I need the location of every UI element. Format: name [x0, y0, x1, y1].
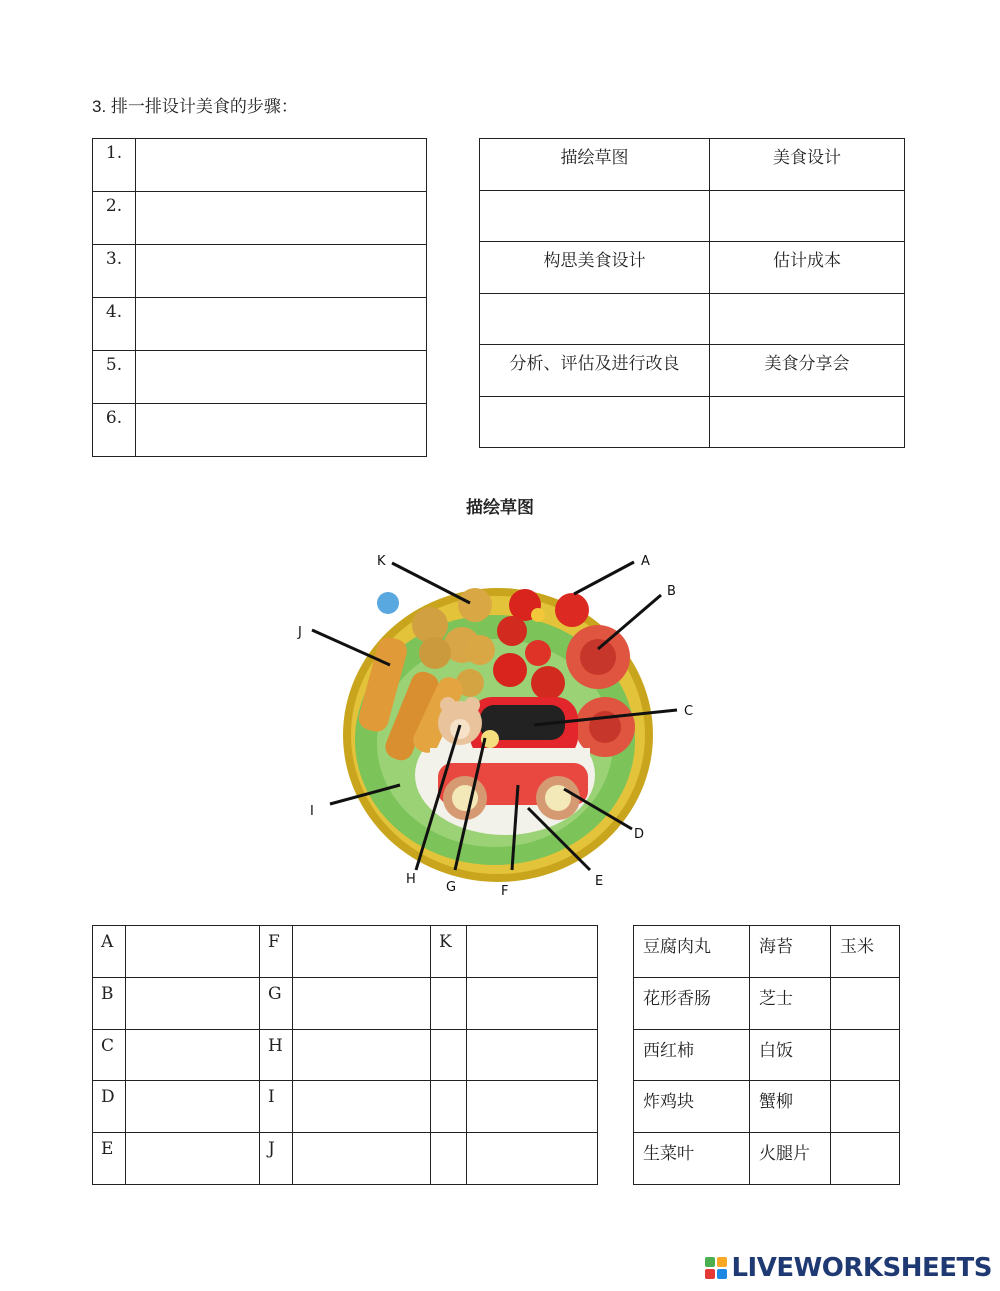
ingredient-item: 西红柿 — [634, 1029, 750, 1081]
step-answer-input[interactable] — [144, 200, 418, 236]
answer-letter — [431, 1133, 467, 1185]
liveworksheets-logo[interactable] — [705, 1253, 992, 1283]
sketch-title: 描绘草图 — [466, 498, 534, 518]
step-option — [710, 190, 905, 242]
ingredient-item: 炸鸡块 — [634, 1081, 750, 1133]
step-number: 5. — [93, 351, 136, 404]
step-option: 分析、评估及进行改良 — [480, 345, 710, 397]
label-a: A — [641, 554, 650, 569]
step-number: 2. — [93, 192, 136, 245]
step-answer-input[interactable] — [144, 359, 418, 395]
step-option — [710, 293, 905, 345]
bento-illustration — [280, 545, 720, 900]
label-g: G — [446, 880, 457, 895]
answer-letter: H — [260, 1029, 293, 1081]
label-d: D — [634, 827, 645, 842]
answer-input[interactable] — [301, 1139, 421, 1171]
answer-input[interactable] — [301, 984, 421, 1016]
answer-letter — [431, 1029, 467, 1081]
ingredient-item: 豆腐肉丸 — [634, 926, 750, 978]
ingredient-item: 生菜叶 — [634, 1133, 750, 1185]
answer-letter: I — [260, 1081, 293, 1133]
ingredient-item — [831, 1133, 900, 1185]
step-option: 构思美食设计 — [480, 242, 710, 294]
label-c: C — [684, 704, 694, 719]
step-option — [480, 293, 710, 345]
ingredient-item: 芝士 — [750, 977, 831, 1029]
step-option — [480, 396, 710, 448]
steps-table — [92, 138, 427, 457]
step-number: 6. — [93, 404, 136, 457]
step-answer-input[interactable] — [144, 306, 418, 342]
step-answer-input[interactable] — [144, 253, 418, 289]
step-option: 美食分享会 — [710, 345, 905, 397]
answer-input[interactable] — [134, 1139, 251, 1171]
ingredient-item: 玉米 — [831, 926, 900, 978]
label-k: K — [377, 554, 386, 569]
step-options-table — [479, 138, 905, 448]
answer-input[interactable] — [134, 1036, 251, 1068]
step-number: 4. — [93, 298, 136, 351]
question-title: 3. 排一排设计美食的步骤： — [92, 97, 298, 116]
liveworksheets-icon — [705, 1257, 727, 1279]
ingredient-item: 蟹柳 — [750, 1081, 831, 1133]
ingredient-item: 火腿片 — [750, 1133, 831, 1185]
answer-letter: K — [431, 926, 467, 978]
answer-letter — [431, 977, 467, 1029]
answer-letter — [431, 1081, 467, 1133]
ingredient-item — [831, 1081, 900, 1133]
step-option — [480, 190, 710, 242]
answer-letter: E — [93, 1133, 126, 1185]
logo-block — [705, 1269, 715, 1279]
answer-input[interactable] — [301, 1087, 421, 1119]
answer-input[interactable] — [475, 932, 589, 964]
logo-block — [717, 1269, 727, 1279]
answer-input[interactable] — [134, 932, 251, 964]
label-i: I — [310, 804, 314, 819]
answer-letter: B — [93, 977, 126, 1029]
step-option: 估计成本 — [710, 242, 905, 294]
answer-letter: J — [260, 1133, 293, 1185]
label-b: B — [667, 584, 676, 599]
answer-letter: D — [93, 1081, 126, 1133]
step-option — [710, 396, 905, 448]
step-number: 1. — [93, 139, 136, 192]
step-answer-input[interactable] — [144, 412, 418, 448]
step-option: 描绘草图 — [480, 139, 710, 191]
answer-letter: F — [260, 926, 293, 978]
step-option: 美食设计 — [710, 139, 905, 191]
answer-input[interactable] — [301, 932, 421, 964]
answer-input[interactable] — [134, 1087, 251, 1119]
ingredients-table — [633, 925, 900, 1185]
ingredient-item — [831, 1029, 900, 1081]
label-f: F — [501, 884, 509, 899]
step-answer-input[interactable] — [144, 147, 418, 183]
answer-letter: G — [260, 977, 293, 1029]
label-j: J — [298, 625, 302, 640]
answer-input[interactable] — [134, 984, 251, 1016]
step-number: 3. — [93, 245, 136, 298]
brand-name: LIVEWORKSHEETS — [731, 1253, 992, 1283]
label-answer-table — [92, 925, 598, 1185]
answer-letter: C — [93, 1029, 126, 1081]
ingredient-item: 花形香肠 — [634, 977, 750, 1029]
ingredient-item: 白饭 — [750, 1029, 831, 1081]
logo-block — [705, 1257, 715, 1267]
ingredient-item — [831, 977, 900, 1029]
answer-letter: A — [93, 926, 126, 978]
ingredient-item: 海苔 — [750, 926, 831, 978]
answer-input[interactable] — [301, 1036, 421, 1068]
logo-block — [717, 1257, 727, 1267]
label-e: E — [595, 874, 604, 889]
label-h: H — [406, 872, 416, 887]
